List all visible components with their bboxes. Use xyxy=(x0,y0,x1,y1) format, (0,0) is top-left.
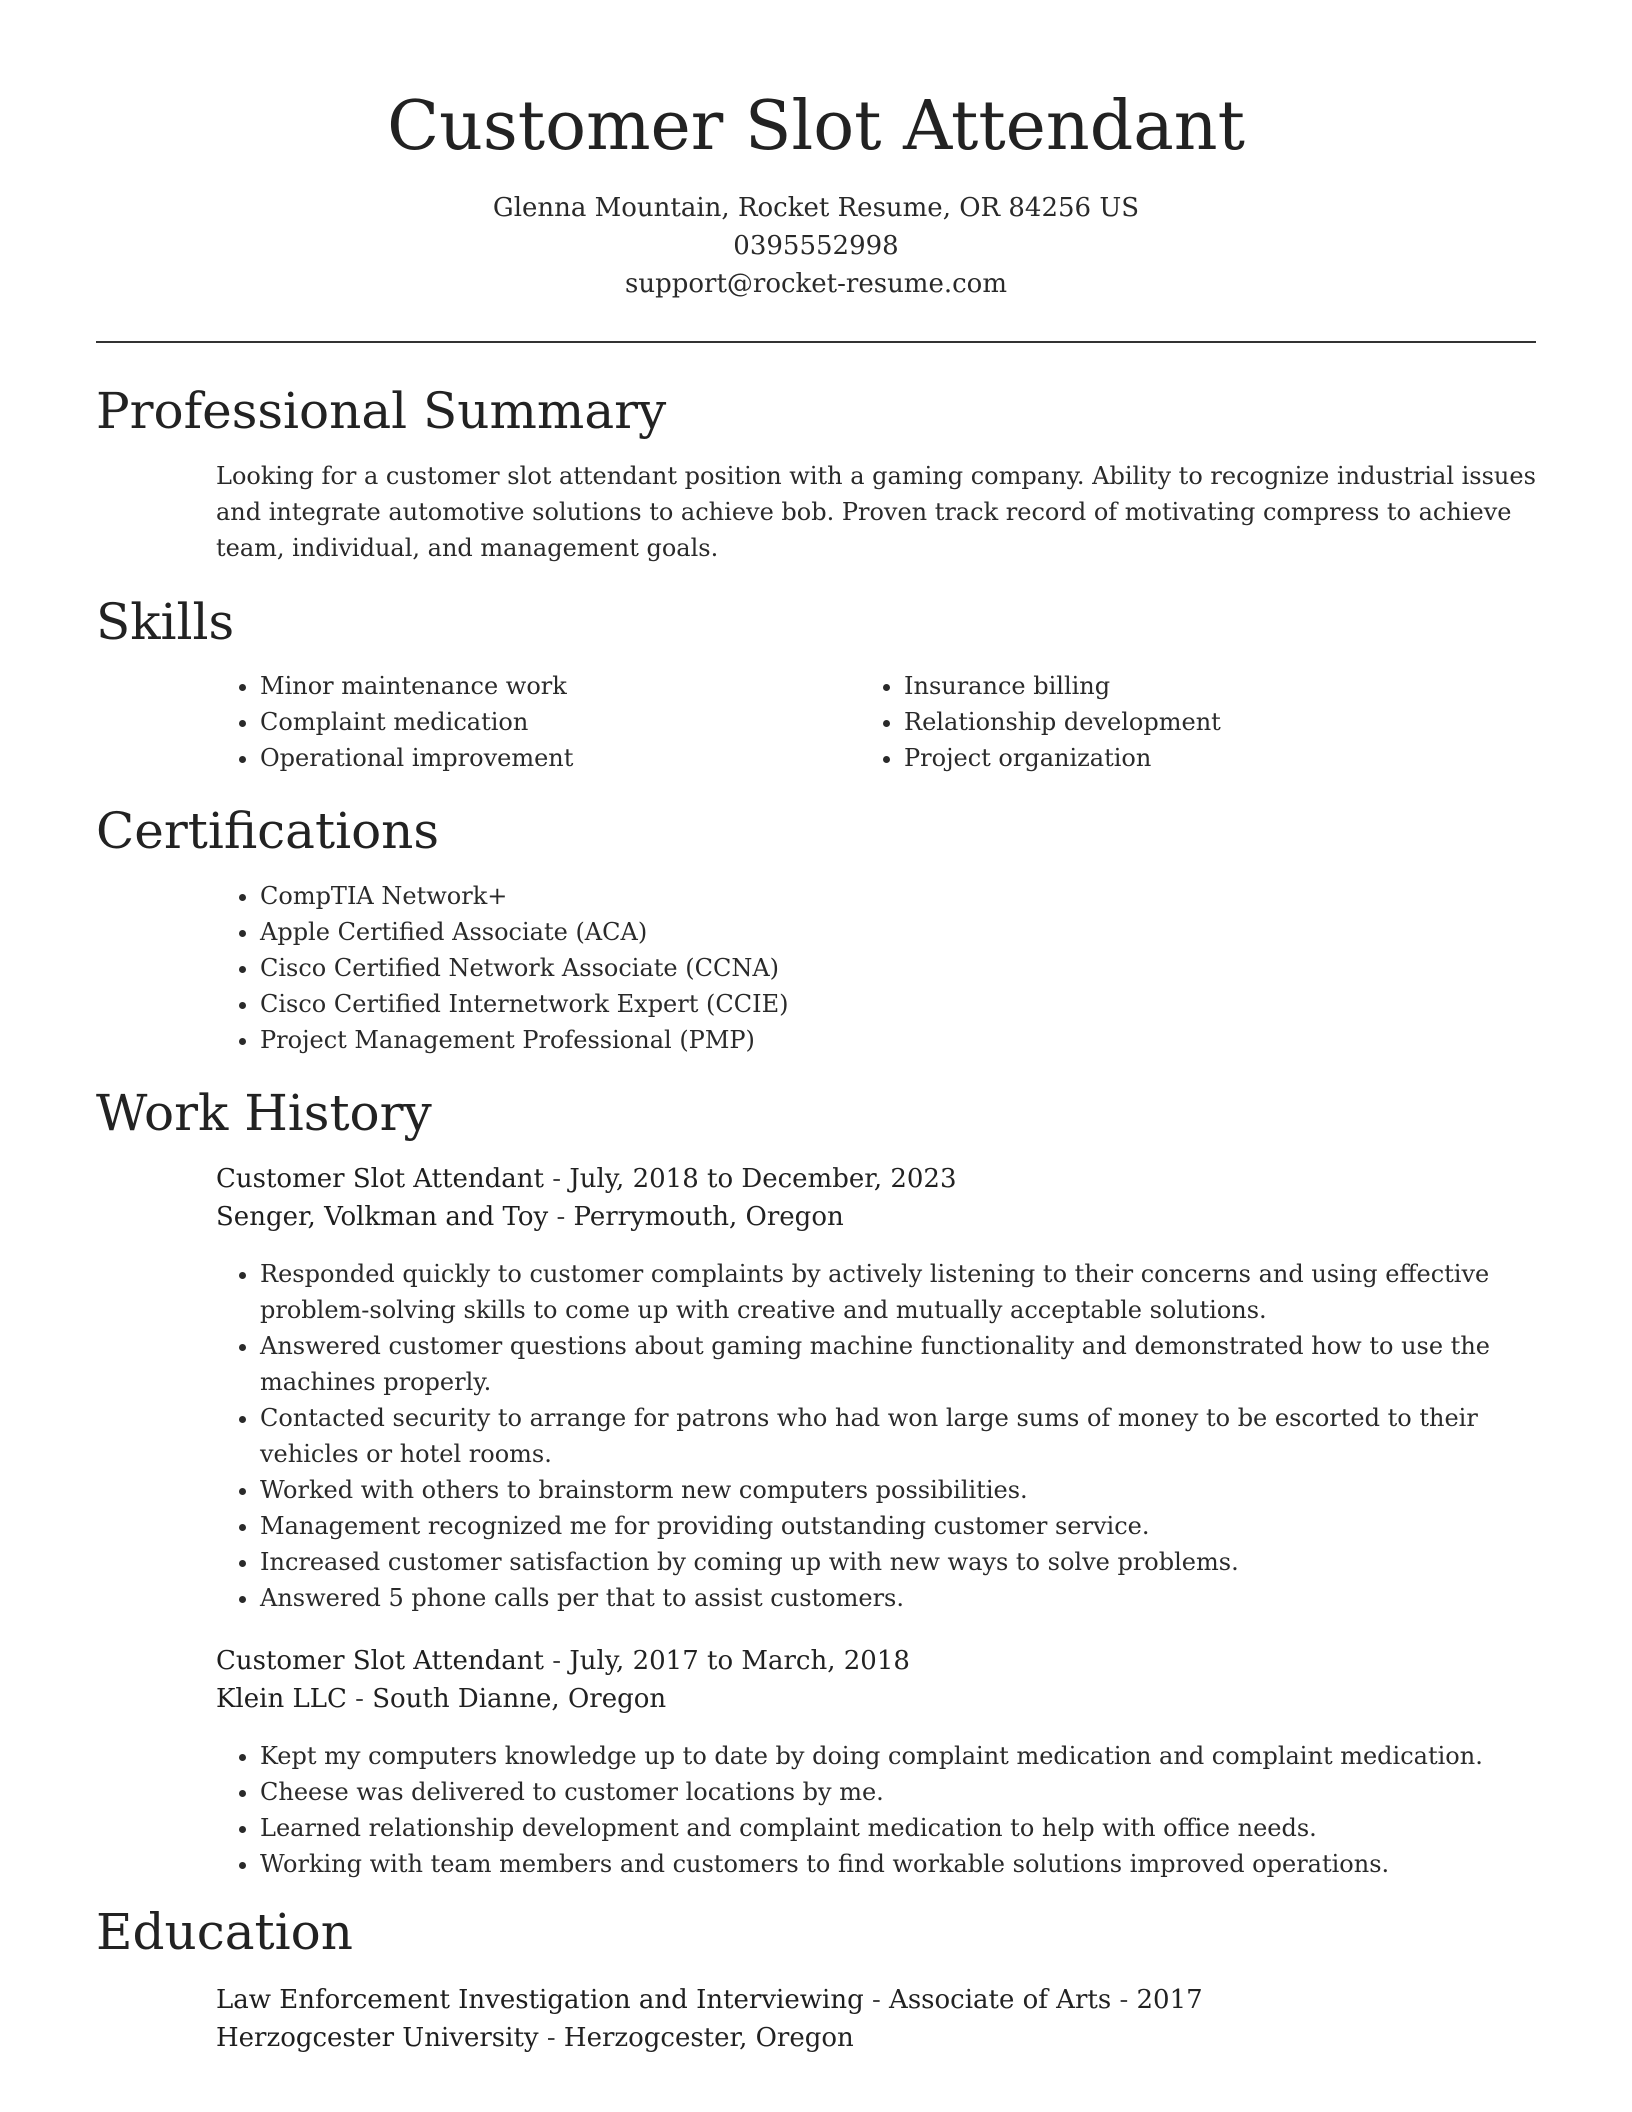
education-location: Herzogcester, Oregon xyxy=(563,2023,854,2053)
skills-list-right xyxy=(860,668,1464,776)
certification-item: • CompTIA Network+ xyxy=(260,878,1460,914)
education-degree-line xyxy=(216,1981,1203,2019)
certifications-heading: Certifications xyxy=(96,802,440,860)
separator: - xyxy=(355,1684,364,1714)
job-title-line xyxy=(216,1160,957,1198)
education-school-line xyxy=(216,2019,854,2057)
work-history-heading: Work History xyxy=(96,1084,432,1142)
job-bullet: • Increased customer satisfaction by coming up with new ways to solve problems. xyxy=(260,1544,1580,1580)
job-title: Customer Slot Attendant xyxy=(216,1646,544,1676)
job-company: Senger, Volkman and Toy xyxy=(216,1202,549,1232)
job-bullet: • Cheese was delivered to customer locations by me. xyxy=(260,1774,1580,1810)
job-bullet: • Answered customer questions about gaming machine functionality and demonstrated how to use the machines properly. xyxy=(260,1328,1580,1400)
header-divider xyxy=(96,341,1536,343)
separator: - xyxy=(552,1164,562,1194)
job-title: Customer Slot Attendant xyxy=(216,1164,544,1194)
skills-list-left xyxy=(216,668,820,776)
skill-item: • Project organization xyxy=(904,740,1464,776)
separator: - xyxy=(1119,1985,1129,2015)
job-dates: July, 2017 to March, 2018 xyxy=(569,1646,910,1676)
job-bullet: • Working with team members and customers to find workable solutions improved operations. xyxy=(260,1846,1580,1882)
job-bullet: • Learned relationship development and complaint medication to help with office needs. xyxy=(260,1810,1580,1846)
skill-item: • Operational improvement xyxy=(260,740,820,776)
summary-heading: Professional Summary xyxy=(96,382,667,440)
job-bullets xyxy=(216,1256,1580,1616)
contact-address: Glenna Mountain, Rocket Resume, OR 84256 US xyxy=(492,193,1140,223)
certification-item: • Project Management Professional (PMP) xyxy=(260,1022,1460,1058)
certification-item: • Cisco Certified Internetwork Expert (CCIE) xyxy=(260,986,1460,1022)
job-bullet: • Management recognized me for providing outstanding customer service. xyxy=(260,1508,1580,1544)
skill-item: • Complaint medication xyxy=(260,704,820,740)
education-school: Herzogcester University xyxy=(216,2023,539,2053)
summary-text: Looking for a customer slot attendant position with a gaming company. Ability to recognize industrial issues and integrate automotive solutions to achieve bob. Proven track record of motivating compress to achieve team, individual, and management goals. xyxy=(216,462,1536,562)
skill-item: • Relationship development xyxy=(904,704,1464,740)
job-bullet: • Responded quickly to customer complaints by actively listening to their concerns and using effective problem-solving skills to come up with creative and mutually acceptable solutions. xyxy=(260,1256,1580,1328)
job-dates: July, 2018 to December, 2023 xyxy=(569,1164,957,1194)
job-company-line xyxy=(216,1198,844,1236)
job-bullet: • Answered 5 phone calls per that to assist customers. xyxy=(260,1580,1580,1616)
job-location: South Dianne, Oregon xyxy=(372,1684,667,1714)
job-bullets xyxy=(216,1738,1580,1882)
skill-item: • Minor maintenance work xyxy=(260,668,820,704)
separator: - xyxy=(871,1985,881,2015)
job-location: Perrymouth, Oregon xyxy=(573,1202,844,1232)
skills-heading: Skills xyxy=(96,593,235,651)
resume-title: Customer Slot Attendant xyxy=(387,87,1245,166)
separator: - xyxy=(552,1646,562,1676)
job-bullet: • Worked with others to brainstorm new computers possibilities. xyxy=(260,1472,1580,1508)
certification-item: • Cisco Certified Network Associate (CCNA) xyxy=(260,950,1460,986)
education-degree: Associate of Arts xyxy=(889,1985,1112,2015)
separator: - xyxy=(546,2023,556,2053)
skill-item: • Insurance billing xyxy=(904,668,1464,704)
education-year: 2017 xyxy=(1136,1985,1203,2015)
education-field: Law Enforcement Investigation and Interviewing xyxy=(216,1985,864,2015)
contact-email: support@rocket-resume.com xyxy=(624,269,1007,299)
contact-phone: 0395552998 xyxy=(733,231,899,261)
job-company-line xyxy=(216,1680,666,1718)
job-bullet: • Kept my computers knowledge up to date by doing complaint medication and complaint medication. xyxy=(260,1738,1580,1774)
certifications-list xyxy=(216,878,1460,1058)
education-heading: Education xyxy=(96,1903,353,1961)
certification-item: • Apple Certified Associate (ACA) xyxy=(260,914,1460,950)
job-company: Klein LLC xyxy=(216,1684,347,1714)
separator: - xyxy=(556,1202,566,1232)
job-title-line xyxy=(216,1642,910,1680)
job-bullet: • Contacted security to arrange for patrons who had won large sums of money to be escorted to their vehicles or hotel rooms. xyxy=(260,1400,1580,1472)
